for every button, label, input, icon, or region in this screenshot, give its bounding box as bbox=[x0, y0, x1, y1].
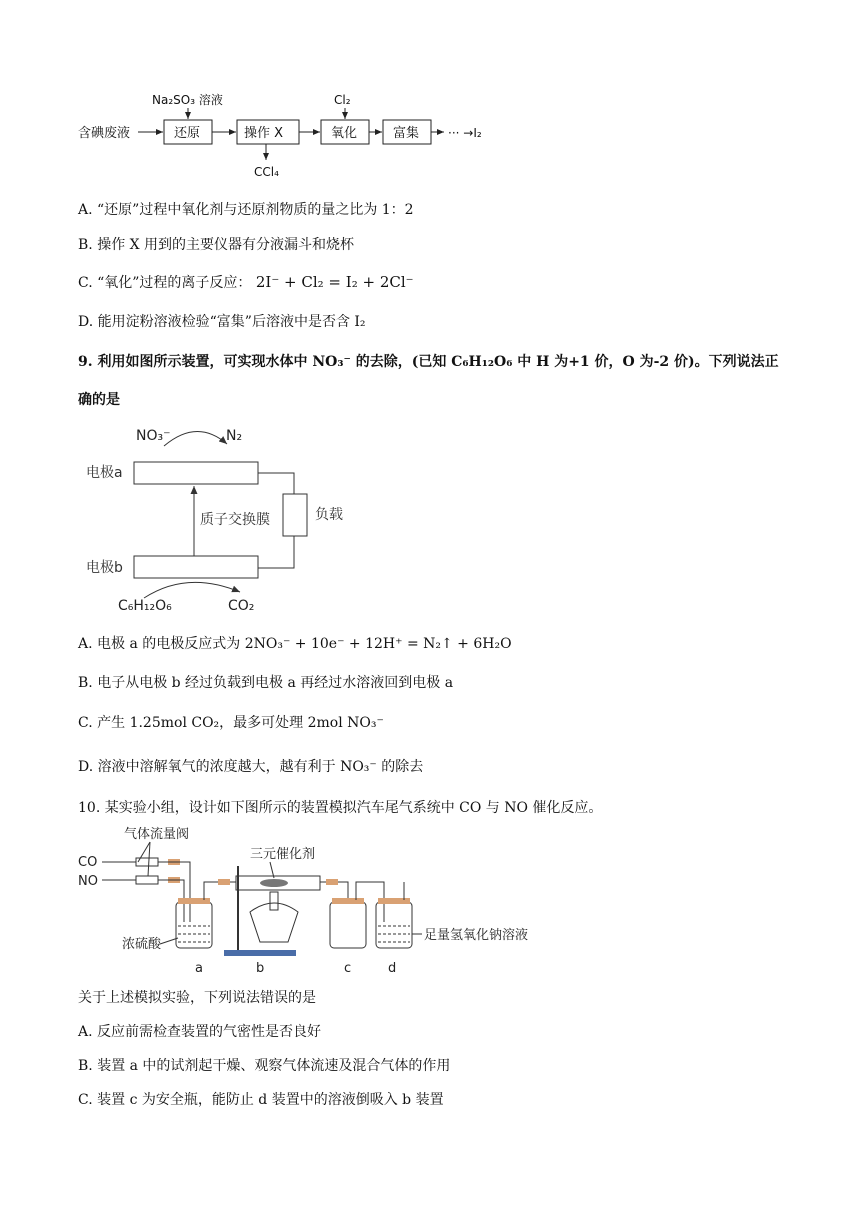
flow-input: 含碘废液 bbox=[78, 126, 131, 141]
acid-label: 浓硫酸 bbox=[122, 937, 162, 952]
label-c: c bbox=[344, 961, 352, 976]
bottle-d bbox=[376, 902, 412, 948]
flow-reagent-cl2: Cl₂ bbox=[334, 93, 351, 107]
q8-option-d: D. 能用淀粉溶液检验“富集”后溶液中是否含 I₂ bbox=[78, 314, 366, 330]
q9-option-c: C. 产生 1.25mol CO₂，最多可处理 2mol NO₃⁻ bbox=[78, 715, 384, 731]
iodine-flow-diagram bbox=[78, 88, 508, 183]
q10-stem: 10. 某实验小组，设计如下图所示的装置模拟汽车尾气系统中 CO 与 NO 催化反应。 bbox=[78, 800, 603, 816]
q8-option-c-equation: 2I⁻ + Cl₂ = I₂ + 2Cl⁻ bbox=[255, 273, 414, 291]
top-input-no3: NO₃⁻ bbox=[136, 428, 171, 444]
svg-text:还原: 还原 bbox=[174, 126, 201, 141]
naoh-label: 足量氢氧化钠溶液 bbox=[424, 928, 529, 943]
label-d: d bbox=[388, 961, 397, 976]
bottle-a bbox=[176, 902, 212, 948]
bottom-input-glucose: C₆H₁₂O₆ bbox=[118, 598, 172, 614]
membrane-label: 质子交换膜 bbox=[200, 512, 270, 528]
q9-stem-line2: 确的是 bbox=[78, 392, 120, 408]
flow-reagent-na2so3: Na₂SO₃ 溶液 bbox=[152, 93, 223, 107]
q9-stem-line1: 9. 利用如图所示装置，可实现水体中 NO₃⁻ 的去除，(已知 C₆H₁₂O₆ 中 H 为+1 价，O 为-2 价)。下列说法正 bbox=[78, 354, 779, 370]
svg-text:操作 X: 操作 X bbox=[244, 126, 284, 141]
q9-option-b: B. 电子从电极 b 经过负载到电极 a 再经过水溶液回到电极 a bbox=[78, 675, 454, 691]
electrode-a-label: 电极a bbox=[86, 465, 123, 481]
q9-option-d: D. 溶液中溶解氧气的浓度越大，越有利于 NO₃⁻ 的除去 bbox=[78, 759, 424, 775]
co-label: CO bbox=[78, 855, 98, 870]
q10-intro: 关于上述模拟实验，下列说法错误的是 bbox=[78, 990, 316, 1006]
svg-text:氧化: 氧化 bbox=[331, 126, 358, 141]
no-label: NO bbox=[78, 874, 98, 889]
q9-option-a: A. 电极 a 的电极反应式为 2NO₃⁻ + 10e⁻ + 12H⁺ = N₂↑ + 6H₂O bbox=[78, 636, 512, 652]
electrode-b bbox=[134, 556, 258, 578]
q10-option-a: A. 反应前需检查装置的气密性是否良好 bbox=[78, 1024, 322, 1040]
catalyst-label: 三元催化剂 bbox=[250, 847, 316, 862]
flow-byproduct-ccl4: CCl₄ bbox=[254, 165, 279, 179]
flow-tail: ··· →I₂ bbox=[448, 126, 482, 140]
label-b: b bbox=[256, 961, 265, 976]
label-a: a bbox=[195, 961, 203, 976]
bottle-c bbox=[330, 902, 366, 948]
q10-option-b: B. 装置 a 中的试剂起干燥、观察气体流速及混合气体的作用 bbox=[78, 1058, 451, 1074]
q8-option-a: A. “还原”过程中氧化剂与还原剂物质的量之比为 1：2 bbox=[78, 202, 414, 218]
bottom-output-co2: CO₂ bbox=[228, 598, 255, 614]
q8-option-c: C. “氧化”过程的离子反应： 2I⁻ + Cl₂ = I₂ + 2Cl⁻ bbox=[78, 273, 414, 291]
svg-text:富集: 富集 bbox=[393, 126, 420, 141]
q8-option-b: B. 操作 X 用到的主要仪器有分液漏斗和烧杯 bbox=[78, 237, 355, 253]
top-output-n2: N₂ bbox=[226, 428, 243, 444]
load bbox=[283, 494, 307, 536]
apparatus-diagram bbox=[78, 822, 558, 982]
electrode-a bbox=[134, 462, 258, 484]
q10-option-c: C. 装置 c 为安全瓶，能防止 d 装置中的溶液倒吸入 b 装置 bbox=[78, 1092, 444, 1108]
load-label: 负载 bbox=[315, 507, 343, 523]
valve-label: 气体流量阀 bbox=[124, 827, 190, 842]
electrolysis-diagram bbox=[82, 420, 372, 620]
electrode-b-label: 电极b bbox=[86, 560, 123, 576]
